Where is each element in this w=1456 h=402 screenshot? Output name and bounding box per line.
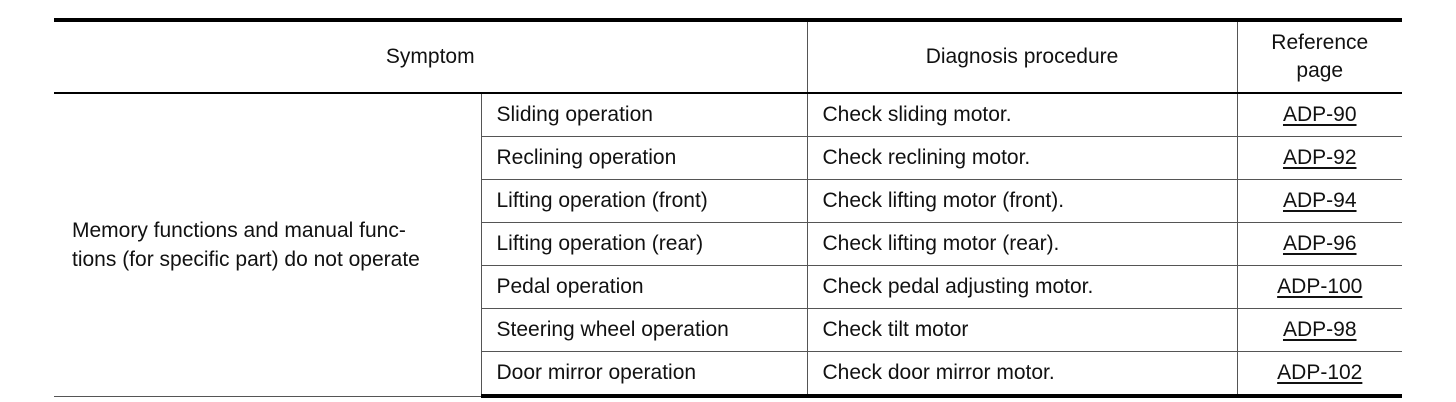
reference-link[interactable]: ADP-100 bbox=[1277, 275, 1363, 298]
procedure-cell: Check reclining motor. bbox=[807, 137, 1237, 180]
operation-cell: Door mirror operation bbox=[481, 352, 807, 397]
reference-cell bbox=[1237, 309, 1402, 352]
reference-link[interactable]: ADP-96 bbox=[1282, 232, 1357, 255]
header-reference-page bbox=[1237, 20, 1402, 93]
procedure-cell: Check door mirror motor. bbox=[807, 352, 1237, 397]
operation-cell: Steering wheel operation bbox=[481, 309, 807, 352]
reference-cell bbox=[1237, 223, 1402, 266]
procedure-cell: Check pedal adjusting motor. bbox=[807, 266, 1237, 309]
reference-cell bbox=[1237, 352, 1402, 397]
operation-cell: Sliding operation bbox=[481, 93, 807, 137]
operation-cell: Lifting operation (front) bbox=[481, 180, 807, 223]
reference-cell bbox=[1237, 266, 1402, 309]
header-reference-line1: Reference bbox=[1271, 31, 1369, 54]
procedure-cell: Check lifting motor (rear). bbox=[807, 223, 1237, 266]
reference-cell bbox=[1237, 180, 1402, 223]
header-symptom: Symptom bbox=[54, 20, 807, 93]
operation-cell: Reclining operation bbox=[481, 137, 807, 180]
operation-cell: Pedal operation bbox=[481, 266, 807, 309]
reference-link[interactable]: ADP-102 bbox=[1277, 361, 1363, 384]
reference-cell bbox=[1237, 137, 1402, 180]
header-row bbox=[54, 20, 1402, 93]
header-diagnosis-procedure: Diagnosis procedure bbox=[807, 20, 1237, 93]
symptom-line2: tions (for specific part) do not operate bbox=[72, 247, 420, 271]
procedure-cell: Check lifting motor (front). bbox=[807, 180, 1237, 223]
reference-link[interactable]: ADP-90 bbox=[1282, 103, 1357, 126]
reference-link[interactable]: ADP-94 bbox=[1282, 189, 1357, 212]
header-reference-line2: page bbox=[1296, 59, 1344, 82]
reference-link[interactable]: ADP-98 bbox=[1282, 318, 1357, 341]
reference-cell bbox=[1237, 93, 1402, 137]
reference-link[interactable]: ADP-92 bbox=[1282, 146, 1357, 169]
operation-cell: Lifting operation (rear) bbox=[481, 223, 807, 266]
procedure-cell: Check tilt motor bbox=[807, 309, 1237, 352]
symptom-table bbox=[54, 18, 1402, 398]
symptom-cell bbox=[54, 93, 481, 396]
symptom-line1: Memory functions and manual func- bbox=[72, 218, 406, 242]
procedure-cell: Check sliding motor. bbox=[807, 93, 1237, 137]
table-row bbox=[54, 93, 1402, 137]
